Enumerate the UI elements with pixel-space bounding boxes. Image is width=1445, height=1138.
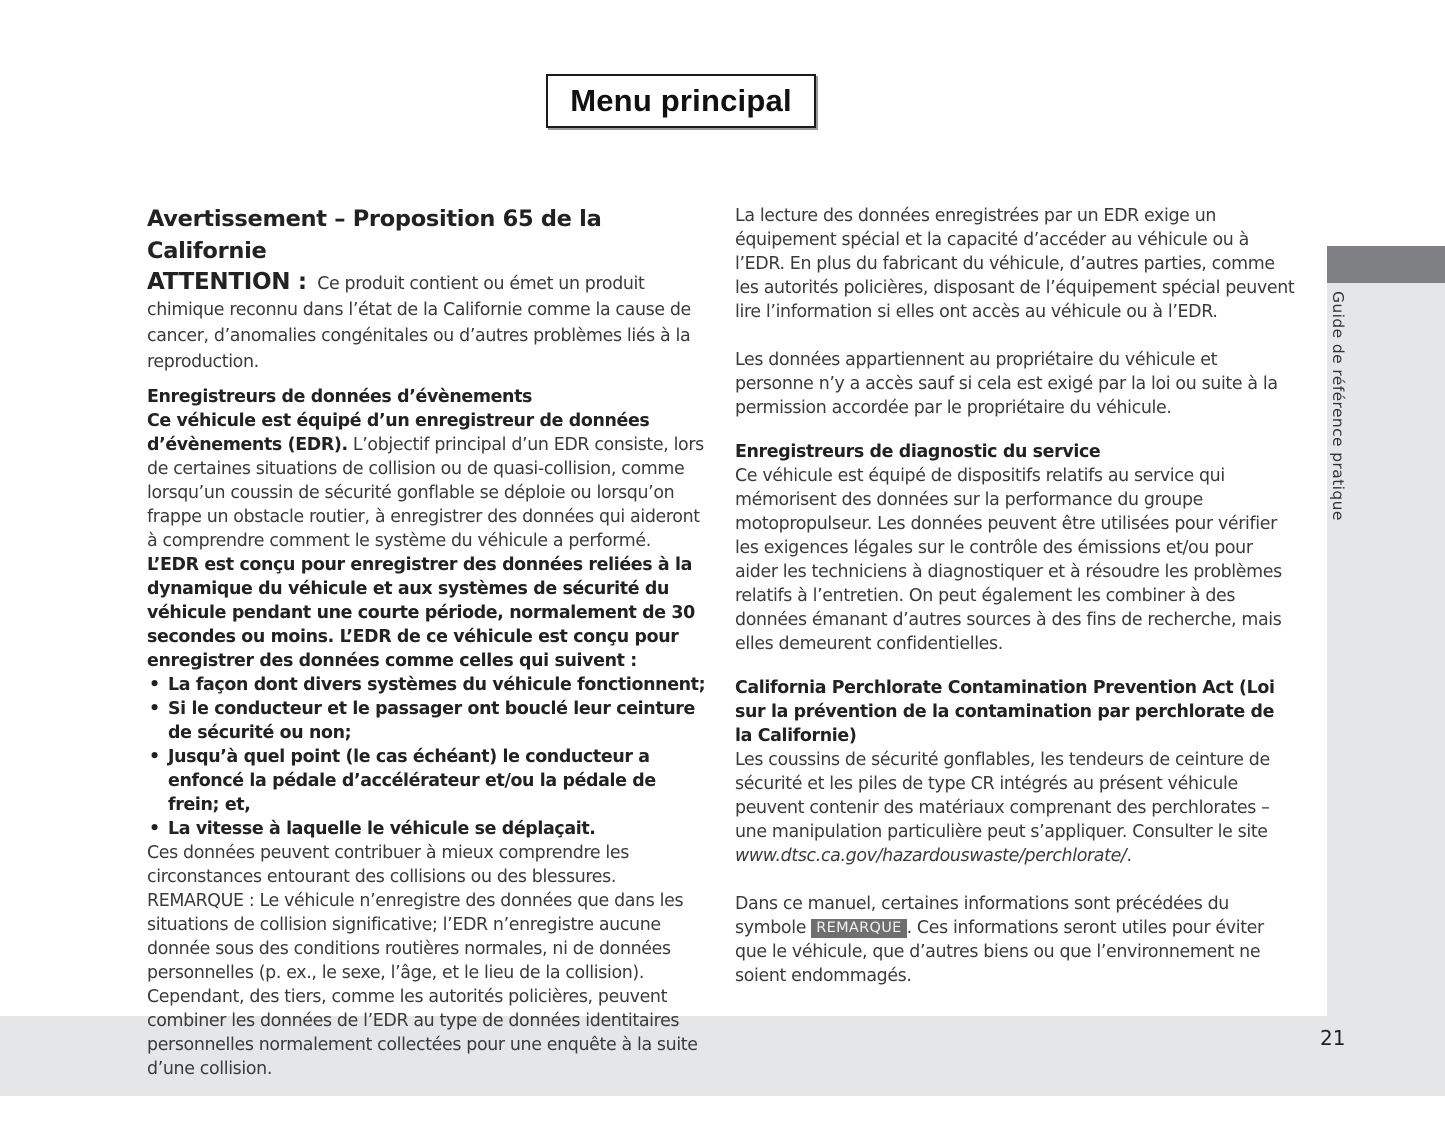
page-number: 21 (1320, 1026, 1346, 1050)
remarque-badge: REMARQUE (811, 919, 906, 938)
main-menu-label: Menu principal (570, 83, 792, 118)
diagnostic-paragraph: Ce véhicule est équipé de dispositifs relatifs au service qui mémorisent des données sur la performance du groupe motopropulseur. Les données peuvent être utilisées pour vérifier les exigences légales sur le contrôle des émissions et/ou pour aider les techniciens à diagnostiquer et à résoudre les problèmes relatifs à l’entretien. On peut également les combiner à des données émanant d’autres sources à des fins de recherche, mais elles demeurent confidentielles. (735, 466, 1282, 654)
attention-label: ATTENTION : (147, 269, 307, 295)
spacer (735, 656, 1295, 676)
perchlorate-link[interactable]: www.dtsc.ca.gov/hazardouswaste/perchlorate/ (735, 846, 1127, 866)
perchlorate-end: . (1126, 846, 1132, 866)
edr-reading-paragraph: La lecture des données enregistrées par un EDR exige un équipement spécial et la capacité d’accéder au véhicule ou à l’EDR. En plus du fabricant du véhicule, d’autres parties, comme les autorités policières, disposant de l’équipement spécial peuvent lire l’information si elles ont accès au véhicule ou à l’EDR. (735, 206, 1295, 322)
notice-text-before: Dans ce manuel, certaines informations sont précédées du symbole (735, 894, 1229, 938)
perchlorate-paragraph (735, 748, 1295, 868)
edr-text: L’objectif principal d’un EDR consiste, lors de certaines situations de collision ou de quasi-collision, comme lorsqu’un coussin de sécurité gonflable se déploie ou lorsqu’on frappe un obstacle routier, à enregistrer des données qui aideront à comprendre comment le système du véhicule a performé. (147, 435, 704, 551)
attention-text: Ce produit contient ou émet un produit chimique reconnu dans l’état de la Californie comme la cause de cancer, d’anomalies congénitales ou d’autres problèmes liés à la reproduction. (147, 274, 691, 372)
left-column (147, 203, 707, 1081)
sidebar-section-label[interactable]: Guide de référence pratique (1329, 291, 1347, 521)
edr-bold-intro: Ce véhicule est équipé d’un enregistreur de données d’évènements (EDR). (147, 411, 650, 455)
notice-paragraph (735, 892, 1295, 988)
data-ownership-paragraph: Les données appartiennent au propriétaire du véhicule et personne n’y a accès sauf si cela est exigé par la loi ou suite à la permission accordée par le propriétaire du véhicule. (735, 350, 1278, 418)
spacer (735, 420, 1295, 440)
perchlorate-heading: California Perchlorate Contamination Prevention Act (Loi sur la prévention de la contamination par perchlorate de la Californie) (735, 678, 1275, 746)
spacer (735, 868, 1295, 892)
edr-heading: Enregistreurs de données d’évènements (147, 387, 533, 407)
right-column (735, 204, 1295, 988)
spacer (735, 324, 1295, 348)
edr-bold-text: L’EDR est conçu pour enregistrer des données reliées à la dynamique du véhicule et aux systèmes de sécurité du véhicule pendant une courte période, normalement de 30 secondes ou moins. L’EDR de ce véhicule est conçu pour enregistrer des données comme celles qui suivent : (147, 555, 695, 671)
after-bullets-text: Ces données peuvent contribuer à mieux comprendre les circonstances entourant des collisions ou des blessures. (147, 843, 629, 887)
edr-paragraph (147, 409, 707, 673)
sidebar-tab-marker[interactable] (1327, 246, 1445, 283)
list-item: • La façon dont divers systèmes du véhicule fonctionnent; (147, 673, 707, 697)
main-menu-button[interactable] (546, 74, 816, 128)
spacer (147, 375, 707, 385)
edr-data-list (147, 673, 707, 841)
remarque-paragraph: REMARQUE : Le véhicule n’enregistre des données que dans les situations de collision significative; l’EDR n’enregistre aucune donnée sous des conditions routières normales, ni de données personnelles (p. ex., le sexe, l’âge, et le lieu de la collision). Cependant, des tiers, comme les autorités policières, peuvent combiner les données de l’EDR au type de données identitaires personnelles normalement collectées pour une enquête à la suite d’une collision. (147, 891, 698, 1079)
perchlorate-text: Les coussins de sécurité gonflables, les tendeurs de ceinture de sécurité et les piles de type CR intégrés au présent véhicule peuvent contenir des matériaux comprenant des perchlorates – une manipulation particulière peut s’appliquer. Consulter le site (735, 750, 1270, 842)
diagnostic-heading: Enregistreurs de diagnostic du service (735, 442, 1101, 462)
list-item: • Jusqu’à quel point (le cas échéant) le conducteur a enfoncé la pédale d’accélérateur et/ou la pédale de frein; et, (147, 745, 707, 817)
attention-paragraph (147, 269, 707, 375)
list-item: • La vitesse à laquelle le véhicule se déplaçait. (147, 817, 707, 841)
prop65-heading: Avertissement – Proposition 65 de la Californie (147, 206, 602, 264)
list-item: • Si le conducteur et le passager ont bouclé leur ceinture de sécurité ou non; (147, 697, 707, 745)
notice-text-after: . Ces informations seront utiles pour éviter que le véhicule, que d’autres biens ou que l’environnement ne soient endommagés. (735, 918, 1264, 986)
